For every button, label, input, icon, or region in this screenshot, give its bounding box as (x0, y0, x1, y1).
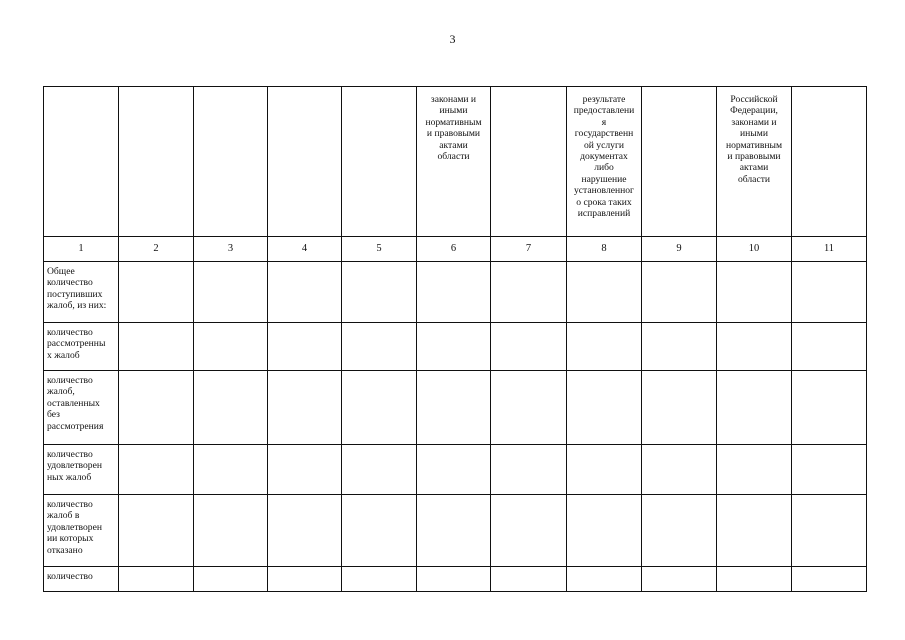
header-cell-6: законами и иными нормативным и правовыми актами области (417, 87, 491, 237)
data-cell (268, 262, 342, 323)
data-cell (342, 323, 417, 371)
data-cell (491, 323, 567, 371)
column-number: 7 (491, 237, 567, 262)
column-number: 6 (417, 237, 491, 262)
data-cell (417, 262, 491, 323)
table-row (44, 323, 867, 371)
header-cell-4 (268, 87, 342, 237)
table-row (44, 495, 867, 567)
data-cell (792, 262, 867, 323)
header-cell-10: Российской Федерации, законами и иными нормативным и правовыми актами области (717, 87, 792, 237)
header-cell-11 (792, 87, 867, 237)
column-number: 10 (717, 237, 792, 262)
column-number: 9 (642, 237, 717, 262)
data-cell (792, 371, 867, 445)
header-cell-2 (119, 87, 194, 237)
data-cell (717, 323, 792, 371)
data-cell (792, 567, 867, 592)
data-cell (342, 567, 417, 592)
data-cell (717, 567, 792, 592)
data-cell (194, 567, 268, 592)
data-cell (567, 262, 642, 323)
column-number: 3 (194, 237, 268, 262)
data-cell (642, 371, 717, 445)
column-number: 4 (268, 237, 342, 262)
data-cell (642, 262, 717, 323)
data-cell (119, 323, 194, 371)
data-cell (417, 495, 491, 567)
page-number: 3 (449, 32, 456, 46)
data-cell (268, 495, 342, 567)
table-row (44, 445, 867, 495)
complaints-report-table (43, 86, 867, 592)
row-label-satisfied-complaints: количество удовлетворен ных жалоб (44, 445, 119, 495)
data-cell (792, 323, 867, 371)
header-cell-1 (44, 87, 119, 237)
row-label-unreviewed-complaints: количество жалоб, оставленных без рассмотрения (44, 371, 119, 445)
header-cell-9 (642, 87, 717, 237)
data-cell (417, 567, 491, 592)
data-cell (268, 323, 342, 371)
header-cell-8: результате предоставлени я государственн ой услуги документах либо нарушение установленног о срока таких исправлений (567, 87, 642, 237)
data-cell (491, 567, 567, 592)
data-cell (194, 262, 268, 323)
data-cell (194, 323, 268, 371)
data-cell (792, 495, 867, 567)
header-cell-3 (194, 87, 268, 237)
table-row (44, 262, 867, 323)
data-cell (642, 445, 717, 495)
row-label-reviewed-complaints: количество рассмотренны х жалоб (44, 323, 119, 371)
data-cell (642, 495, 717, 567)
data-cell (417, 445, 491, 495)
column-number: 1 (44, 237, 119, 262)
column-number: 11 (792, 237, 867, 262)
table-row (44, 567, 867, 592)
data-cell (119, 567, 194, 592)
data-cell (119, 262, 194, 323)
data-cell (567, 371, 642, 445)
data-cell (268, 371, 342, 445)
data-cell (119, 445, 194, 495)
row-label-total-complaints: Общее количество поступивших жалоб, из них: (44, 262, 119, 323)
data-cell (342, 495, 417, 567)
data-cell (417, 323, 491, 371)
data-cell (491, 445, 567, 495)
column-number: 8 (567, 237, 642, 262)
data-cell (342, 445, 417, 495)
column-number-row (44, 237, 867, 262)
data-cell (491, 371, 567, 445)
data-cell (119, 495, 194, 567)
row-label-rejected-complaints: количество жалоб в удовлетворен ии которых отказано (44, 495, 119, 567)
table-row (44, 371, 867, 445)
data-cell (567, 323, 642, 371)
data-cell (567, 495, 642, 567)
data-cell (194, 371, 268, 445)
data-cell (567, 567, 642, 592)
header-cell-5 (342, 87, 417, 237)
header-cell-7 (491, 87, 567, 237)
column-number: 5 (342, 237, 417, 262)
data-cell (194, 495, 268, 567)
data-cell (491, 262, 567, 323)
column-number: 2 (119, 237, 194, 262)
data-cell (567, 445, 642, 495)
data-cell (717, 495, 792, 567)
data-cell (268, 567, 342, 592)
data-cell (119, 371, 194, 445)
data-cell (268, 445, 342, 495)
data-cell (717, 262, 792, 323)
data-cell (642, 323, 717, 371)
data-cell (717, 445, 792, 495)
row-label-count: количество (44, 567, 119, 592)
data-cell (642, 567, 717, 592)
data-cell (792, 445, 867, 495)
header-text-row (44, 87, 867, 237)
data-cell (342, 371, 417, 445)
data-cell (417, 371, 491, 445)
data-cell (342, 262, 417, 323)
data-cell (194, 445, 268, 495)
data-cell (491, 495, 567, 567)
data-cell (717, 371, 792, 445)
